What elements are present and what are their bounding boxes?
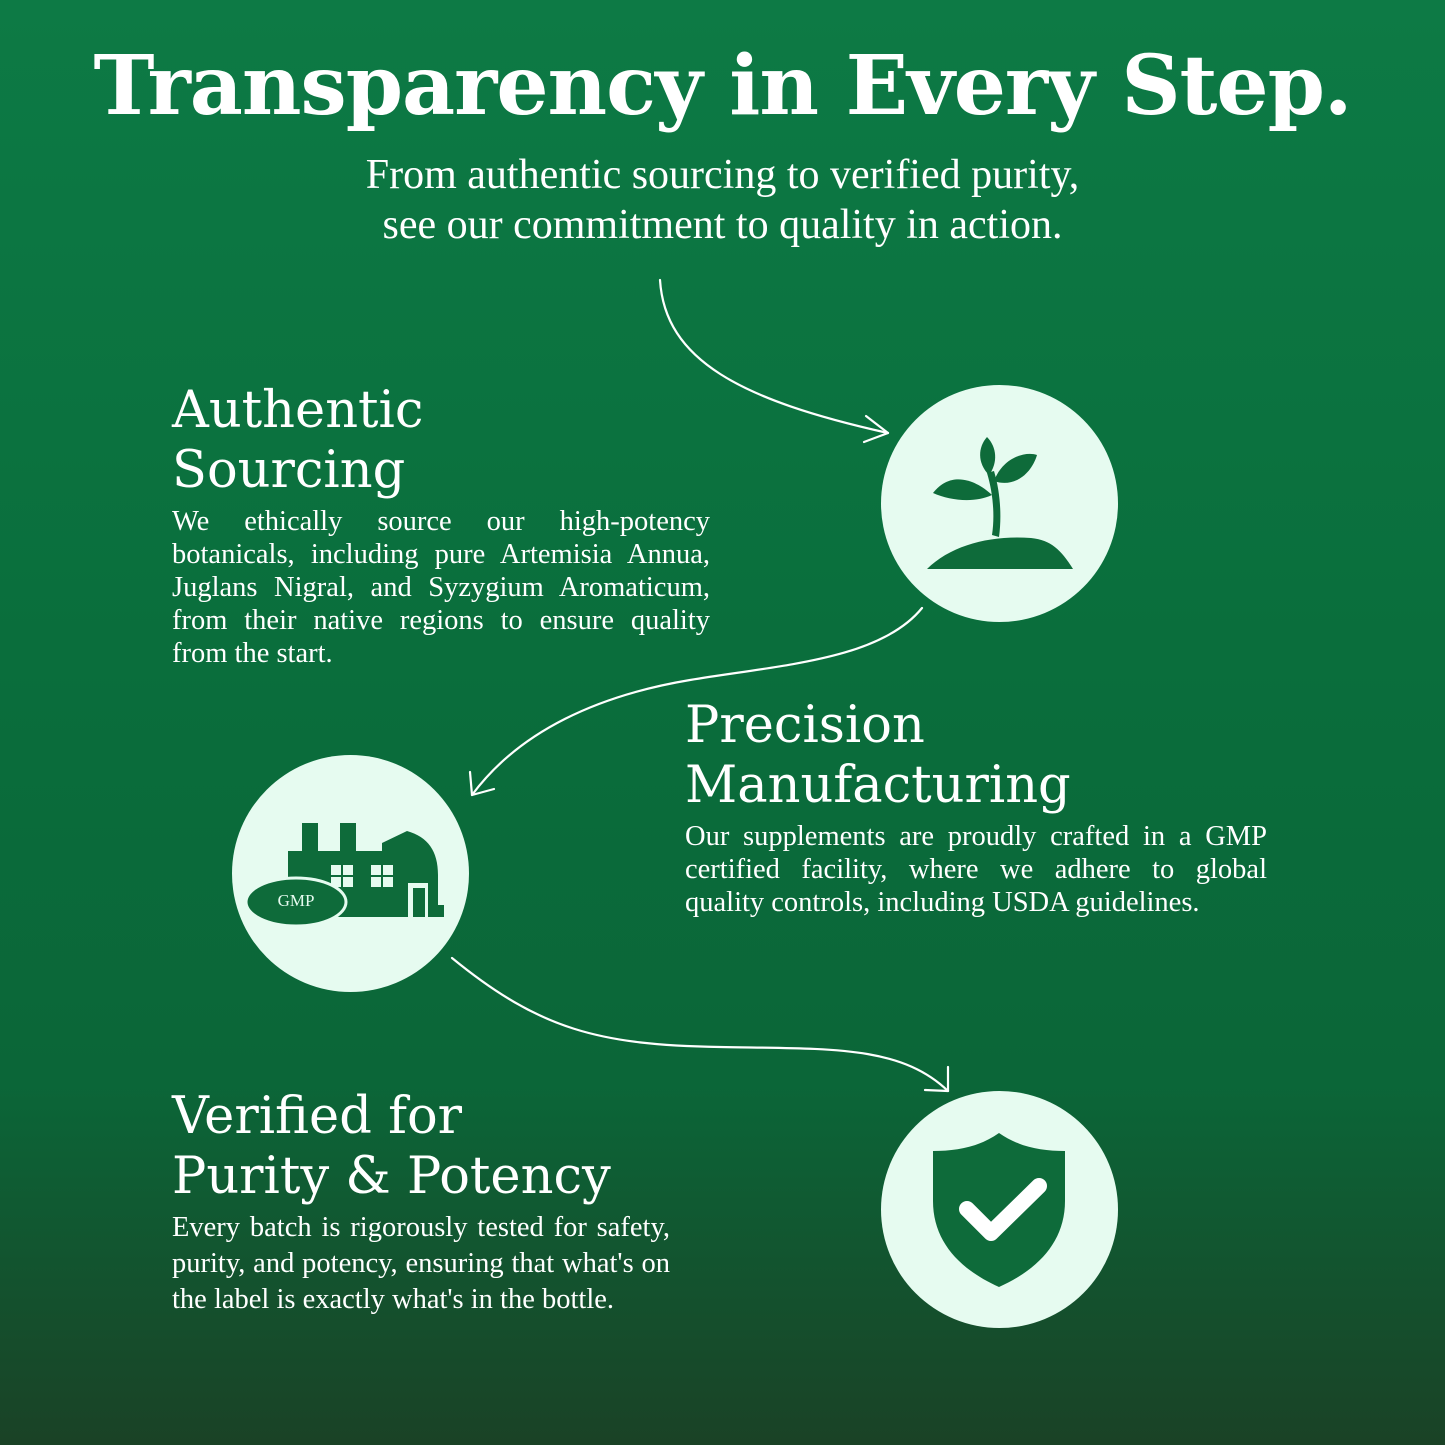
- sourcing-heading: [172, 381, 423, 501]
- manufacturing-heading: [685, 696, 1071, 816]
- arrow-title-to-sourcing: [660, 280, 888, 433]
- sprout-icon: [881, 385, 1118, 622]
- sourcing-icon-circle: [881, 385, 1118, 622]
- verified-icon-circle: [881, 1091, 1118, 1328]
- page-title: Transparency in Every Step.: [93, 38, 1352, 134]
- verified-description: Every batch is rigorously tested for safety, purity, and potency, ensuring that what's on the label is exactly what's in the bottle.: [172, 1212, 670, 1315]
- sourcing-heading-line-1: Authentic: [172, 381, 424, 440]
- manufacturing-icon-circle: [232, 755, 469, 992]
- subtitle-line-2: see our commitment to quality in action.: [382, 202, 1063, 248]
- shield-check-icon: [881, 1091, 1118, 1328]
- arrow-manufacturing-to-verified: [452, 958, 948, 1091]
- manufacturing-description: Our supplements are proudly crafted in a GMP certified facility, where we adhere to global quality controls, including USDA guidelines.: [685, 821, 1267, 918]
- sourcing-description: We ethically source our high-potency botanicals, including pure Artemisia Annua, Juglans Nigral, and Syzygium Aromaticum, from their native regions to ensure quality from the start.: [172, 506, 710, 669]
- verified-heading-line-2: Purity & Potency: [172, 1147, 611, 1206]
- manufacturing-heading-line-1: Precision: [685, 696, 925, 755]
- sourcing-heading-line-2: Sourcing: [172, 441, 406, 500]
- verified-heading: [172, 1087, 611, 1207]
- gmp-badge-label: GMP: [277, 891, 315, 910]
- factory-icon: [232, 755, 469, 992]
- verified-heading-line-1: Verified for: [172, 1087, 463, 1146]
- subtitle-line-1: From authentic sourcing to verified purity,: [365, 152, 1080, 198]
- manufacturing-heading-line-2: Manufacturing: [685, 756, 1071, 815]
